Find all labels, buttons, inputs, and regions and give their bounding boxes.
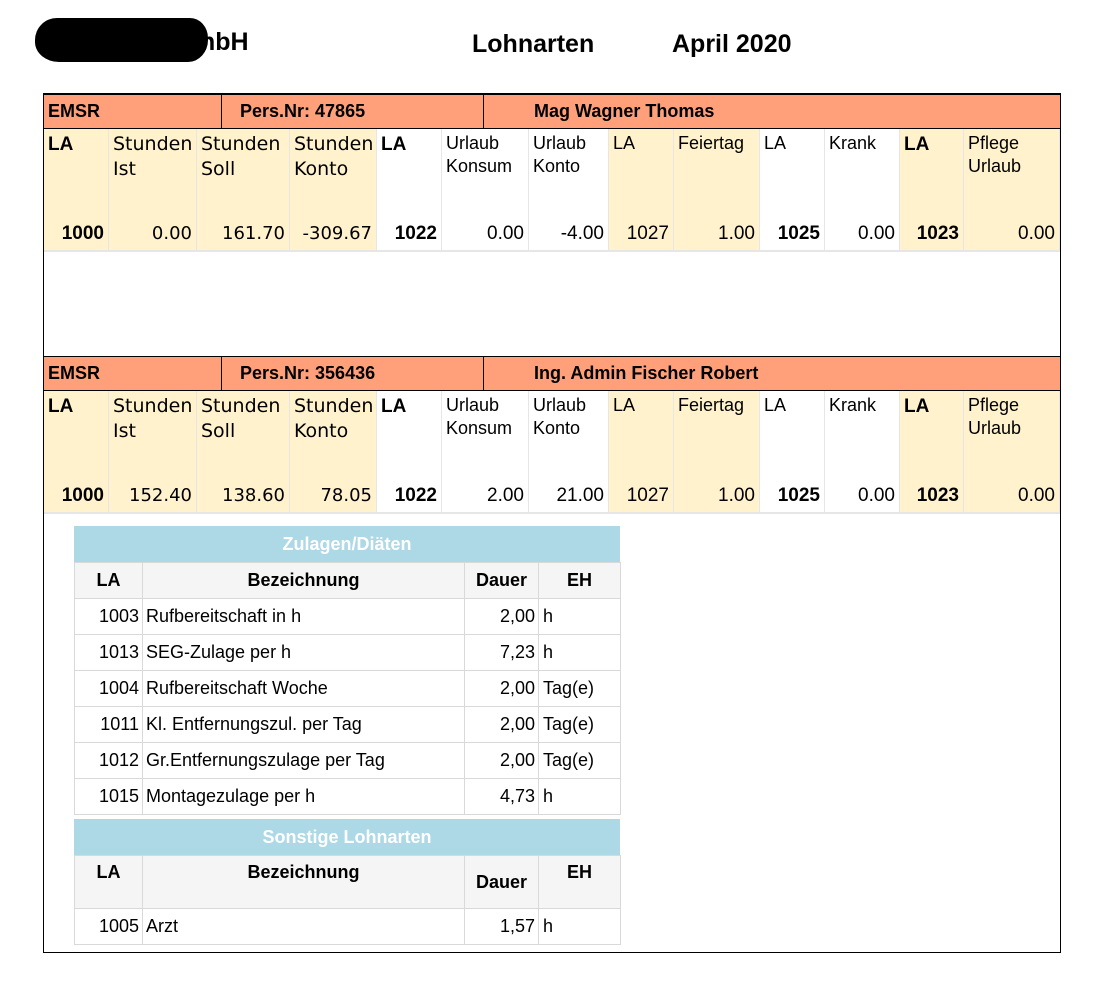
col-eh: EH — [539, 856, 621, 909]
table-row — [75, 671, 621, 707]
column-label-la: LA — [377, 391, 442, 479]
value-la: 1022 — [377, 217, 442, 252]
value-la: 1023 — [900, 479, 964, 514]
cell-eh: Tag(e) — [539, 743, 621, 779]
employee-name: Mag Wagner Thomas — [534, 101, 715, 121]
column-label-stunden-konto — [290, 391, 377, 479]
value-stunden-soll: 161.70 — [197, 217, 290, 252]
column-label-urlaub-konto — [529, 129, 609, 217]
zulagen-title: Zulagen/Diäten — [74, 526, 620, 562]
column-label-line: Konto — [294, 420, 349, 442]
column-label-line: Ist — [113, 158, 136, 180]
sonstige-title: Sonstige Lohnarten — [74, 819, 620, 855]
column-label-line: Stunden — [201, 133, 281, 155]
cell-dauer: 2,00 — [465, 707, 539, 743]
value-urlaub-konsum: 2.00 — [442, 479, 529, 514]
column-label-la: LA — [609, 391, 674, 479]
column-label-pflege-urlaub — [964, 129, 1060, 217]
column-label-feiertag: Feiertag — [674, 129, 760, 217]
value-la: 1025 — [760, 479, 825, 514]
column-label-urlaub-konsum — [442, 129, 529, 217]
cell-eh: h — [539, 779, 621, 815]
column-label-line: Soll — [201, 420, 236, 442]
cell-bezeichnung: Arzt — [143, 909, 465, 945]
value-krank: 0.00 — [825, 217, 900, 252]
value-la: 1022 — [377, 479, 442, 514]
table-row — [75, 707, 621, 743]
cell-la: 1011 — [75, 707, 143, 743]
cell-bezeichnung: SEG-Zulage per h — [143, 635, 465, 671]
employee-grid-2 — [44, 391, 1060, 514]
column-label-la: LA — [377, 129, 442, 217]
column-label-line: Stunden — [294, 395, 374, 417]
employee-name: Ing. Admin Fischer Robert — [534, 363, 759, 383]
cell-bezeichnung: Rufbereitschaft in h — [143, 599, 465, 635]
column-label-urlaub-konsum — [442, 391, 529, 479]
column-label-line: Konsum — [446, 156, 513, 176]
cell-eh: h — [539, 635, 621, 671]
cell-dauer: 1,57 — [465, 909, 539, 945]
col-dauer: Dauer — [465, 856, 539, 909]
column-label-line: Stunden — [294, 133, 374, 155]
value-stunden-soll: 138.60 — [197, 479, 290, 514]
value-stunden-konto: -309.67 — [290, 217, 377, 252]
value-urlaub-konto: -4.00 — [529, 217, 609, 252]
document-title: Lohnarten — [472, 30, 595, 58]
cell-eh: Tag(e) — [539, 707, 621, 743]
cell-dauer: 2,00 — [465, 671, 539, 707]
column-label-line: Konsum — [446, 418, 513, 438]
cell-la: 1012 — [75, 743, 143, 779]
value-krank: 0.00 — [825, 479, 900, 514]
column-label-line: Stunden — [113, 133, 193, 155]
value-pflege-urlaub: 0.00 — [964, 217, 1060, 252]
sonstige-header-row — [75, 856, 621, 909]
value-la: 1027 — [609, 217, 674, 252]
column-label-krank: Krank — [825, 129, 900, 217]
value-la: 1027 — [609, 479, 674, 514]
sonstige-table — [74, 819, 620, 945]
cell-dauer: 2,00 — [465, 599, 539, 635]
col-dauer: Dauer — [465, 563, 539, 599]
column-label-line: Ist — [113, 420, 136, 442]
column-label-line: Urlaub — [533, 133, 587, 153]
column-label-la: LA — [609, 129, 674, 217]
value-la: 1000 — [44, 217, 109, 252]
cell-bezeichnung: Gr.Entfernungszulage per Tag — [143, 743, 465, 779]
cell-eh: h — [539, 599, 621, 635]
column-label-line: Urlaub — [446, 395, 500, 415]
column-label-feiertag: Feiertag — [674, 391, 760, 479]
employee-grid-1 — [44, 129, 1060, 252]
table-row — [75, 599, 621, 635]
column-label-la: LA — [44, 129, 109, 217]
table-row — [75, 909, 621, 945]
value-feiertag: 1.00 — [674, 217, 760, 252]
column-label-line: Konto — [533, 418, 581, 438]
value-stunden-ist: 152.40 — [109, 479, 197, 514]
column-label-stunden-ist — [109, 391, 197, 479]
employee-pers-nr: Pers.Nr: 356436 — [222, 357, 484, 390]
column-label-line: Pflege — [968, 133, 1020, 153]
column-label-stunden-konto — [290, 129, 377, 217]
cell-la: 1013 — [75, 635, 143, 671]
cell-dauer: 2,00 — [465, 743, 539, 779]
cell-dauer: 4,73 — [465, 779, 539, 815]
company-name — [35, 28, 249, 57]
zulagen-header-row — [75, 563, 621, 599]
column-label-la: LA — [900, 129, 964, 217]
column-label-la: LA — [44, 391, 109, 479]
cell-bezeichnung: Montagezulage per h — [143, 779, 465, 815]
cell-dauer: 7,23 — [465, 635, 539, 671]
column-label-line: Konto — [294, 158, 349, 180]
value-pflege-urlaub: 0.00 — [964, 479, 1060, 514]
cell-la: 1003 — [75, 599, 143, 635]
col-bezeichnung: Bezeichnung — [143, 563, 465, 599]
table-row — [75, 635, 621, 671]
column-label-line: Soll — [201, 158, 236, 180]
value-stunden-konto: 78.05 — [290, 479, 377, 514]
column-label-la: LA — [760, 391, 825, 479]
column-label-la: LA — [900, 391, 964, 479]
value-urlaub-konsum: 0.00 — [442, 217, 529, 252]
cell-bezeichnung: Rufbereitschaft Woche — [143, 671, 465, 707]
column-label-line: Urlaub — [533, 395, 587, 415]
value-la: 1000 — [44, 479, 109, 514]
report-frame — [43, 93, 1061, 953]
column-label-line: Stunden — [113, 395, 193, 417]
cell-eh: h — [539, 909, 621, 945]
table-row — [75, 779, 621, 815]
column-label-la: LA — [760, 129, 825, 217]
column-label-line: Urlaub — [968, 156, 1022, 176]
value-urlaub-konto: 21.00 — [529, 479, 609, 514]
employee-header-1 — [44, 94, 1060, 129]
employee-dept: EMSR — [44, 95, 222, 128]
col-eh: EH — [539, 563, 621, 599]
column-label-stunden-ist — [109, 129, 197, 217]
value-stunden-ist: 0.00 — [109, 217, 197, 252]
cell-bezeichnung: Kl. Entfernungszul. per Tag — [143, 707, 465, 743]
col-bezeichnung: Bezeichnung — [143, 856, 465, 909]
column-label-line: Stunden — [201, 395, 281, 417]
column-label-urlaub-konto — [529, 391, 609, 479]
column-label-stunden-soll — [197, 391, 290, 479]
employee-pers-nr: Pers.Nr: 47865 — [222, 95, 484, 128]
cell-la: 1015 — [75, 779, 143, 815]
column-label-line: Pflege — [968, 395, 1020, 415]
value-la: 1025 — [760, 217, 825, 252]
table-row — [75, 743, 621, 779]
cell-la: 1004 — [75, 671, 143, 707]
column-label-line: Konto — [533, 156, 581, 176]
employee-dept: EMSR — [44, 357, 222, 390]
col-la: LA — [75, 563, 143, 599]
cell-la: 1005 — [75, 909, 143, 945]
value-feiertag: 1.00 — [674, 479, 760, 514]
report-period: April 2020 — [672, 30, 792, 58]
column-label-line: Urlaub — [968, 418, 1022, 438]
col-la: LA — [75, 856, 143, 909]
column-label-pflege-urlaub — [964, 391, 1060, 479]
column-label-krank: Krank — [825, 391, 900, 479]
employee-header-2 — [44, 356, 1060, 391]
company-name-text: mbH — [193, 28, 249, 56]
value-la: 1023 — [900, 217, 964, 252]
cell-eh: Tag(e) — [539, 671, 621, 707]
column-label-stunden-soll — [197, 129, 290, 217]
column-label-line: Urlaub — [446, 133, 500, 153]
zulagen-table — [74, 526, 620, 815]
